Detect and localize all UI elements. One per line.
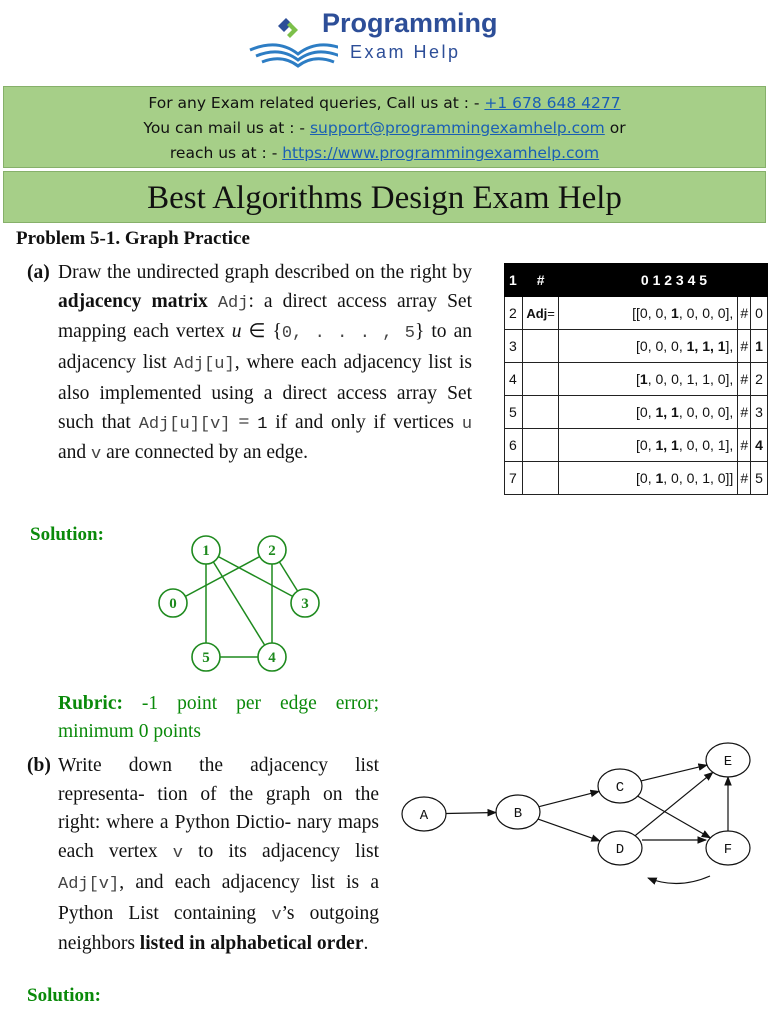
part-a-label: (a): [27, 262, 50, 283]
row-label: Adj=: [523, 297, 559, 330]
rubric: [58, 690, 379, 746]
hash-cell: #: [738, 429, 751, 462]
text: Draw the undirected graph described on the right by: [58, 262, 472, 283]
text: 0, 0, 0,: [639, 338, 687, 354]
text: [: [636, 338, 640, 354]
solution-label-a: Solution:: [30, 524, 104, 545]
text: 0, 0,: [639, 305, 672, 321]
part-b-text: [27, 752, 379, 959]
row-number: 6: [505, 429, 523, 462]
text: , where each adjacency list is also implemented using a direct access array Set such that: [58, 352, 472, 433]
code: v: [91, 445, 102, 465]
contact-line-phone: [4, 91, 765, 116]
edge-1-3: [206, 550, 305, 603]
node-label: 5: [202, 650, 210, 666]
text-bold: 1, 1: [655, 437, 679, 453]
table-row: [505, 363, 768, 396]
code: Adj: [217, 293, 249, 313]
directed-graph: [392, 740, 754, 900]
text: .: [363, 933, 369, 955]
text: [[: [632, 305, 640, 321]
table-header-row: [505, 264, 768, 297]
row-number: 5: [505, 396, 523, 429]
text: , and each adjacency list is a Python List containing: [58, 871, 379, 924]
row-values: [558, 330, 737, 363]
text-bold: 1: [671, 305, 679, 321]
text: to its adjacency list: [182, 841, 379, 863]
index-cell: 3: [751, 396, 768, 429]
row-values: [558, 297, 737, 330]
logo-subtitle: Exam Help: [350, 42, 461, 62]
node-label: E: [723, 754, 733, 770]
hash-cell: #: [738, 330, 751, 363]
row-number: 4: [505, 363, 523, 396]
adjacency-matrix-table: [504, 263, 768, 495]
code: 1: [257, 414, 268, 434]
index-cell: 5: [751, 462, 768, 495]
row-values: [558, 429, 737, 462]
text: , 0, 0, 1],: [678, 437, 734, 453]
edge-B-D: [538, 819, 600, 841]
text: and: [58, 442, 92, 464]
text-bold: listed in alphabetical order: [139, 933, 364, 955]
row-number: 3: [505, 330, 523, 363]
text: [208, 291, 218, 312]
contact-band: [3, 86, 766, 168]
page-title: Best Algorithms Design Exam Help: [3, 171, 766, 223]
text: [: [636, 404, 640, 420]
header-cell: 1: [505, 264, 523, 297]
row-values: [558, 462, 737, 495]
website-link[interactable]: https://www.programmingexamhelp.com: [282, 144, 600, 162]
table-row: [505, 396, 768, 429]
edge-C-E: [641, 765, 707, 781]
text: ’s outgoing neighbors: [58, 902, 379, 955]
index-cell: 4: [751, 429, 768, 462]
code: Adj[v]: [58, 874, 120, 894]
code: v: [271, 905, 282, 925]
text: , 0, 0, 1, 0]]: [663, 470, 734, 486]
edge-B-C: [539, 791, 599, 806]
text: if and only if vertices: [267, 411, 462, 433]
edge-F-D: [648, 876, 710, 884]
email-suffix: or: [604, 119, 626, 137]
hash-cell: #: [738, 396, 751, 429]
row-number: 2: [505, 297, 523, 330]
part-b-label: (b): [27, 755, 51, 776]
edge-A-B: [446, 812, 496, 813]
header-cell: 0 1 2 3 4 5: [558, 264, 737, 297]
text-bold: 1, 1: [655, 404, 679, 420]
code: u: [461, 414, 473, 434]
text: : a direct access array Set mapping each vertex: [58, 290, 472, 343]
text-bold: 1, 1, 1: [686, 338, 726, 354]
email-link[interactable]: support@programmingexamhelp.com: [309, 119, 605, 137]
node-label: 2: [268, 543, 276, 559]
code: v: [172, 844, 183, 864]
email-prefix: You can mail us at : -: [143, 119, 310, 137]
header-cell: [738, 264, 751, 297]
text: ],: [725, 338, 734, 354]
problem-heading: Problem 5-1. Graph Practice: [16, 228, 250, 249]
code: Adj[u][v]: [138, 414, 231, 434]
text: are connected by an edge.: [101, 442, 309, 464]
text: 0,: [639, 470, 656, 486]
url-prefix: reach us at : -: [169, 144, 283, 162]
text: Write down the adjacency list representa- tion of the graph on the right: where a Python Dictio- nary maps each vertex: [58, 755, 379, 863]
code: 0, . . . , 5: [281, 324, 416, 344]
text: } to an adjacency list: [58, 321, 472, 374]
text: [: [636, 371, 640, 387]
edge-C-F: [638, 796, 711, 838]
phone-prefix: For any Exam related queries, Call us at : -: [148, 94, 485, 112]
table-row: [505, 330, 768, 363]
row-values: [558, 396, 737, 429]
text-bold: adjacency matrix: [58, 290, 208, 312]
text: , 0, 0, 0],: [678, 305, 734, 321]
edge-D-E: [635, 772, 713, 835]
index-cell: 2: [751, 363, 768, 396]
table-row: [505, 297, 768, 330]
code: Adj[u]: [173, 355, 235, 375]
row-label: [523, 363, 559, 396]
text: =: [230, 411, 258, 433]
contact-line-email: [4, 116, 765, 141]
contact-line-url: [4, 141, 765, 166]
phone-link[interactable]: +1 678 648 4277: [484, 94, 621, 112]
node-label: A: [419, 808, 429, 824]
header-cell: #: [523, 264, 559, 297]
node-label: D: [615, 842, 625, 858]
text: 0,: [639, 404, 656, 420]
hash-cell: #: [738, 363, 751, 396]
text: , 0, 0, 0],: [678, 404, 734, 420]
row-label: [523, 462, 559, 495]
text: [: [636, 470, 640, 486]
row-label: [523, 396, 559, 429]
text: , 0, 0, 1, 1, 0],: [647, 371, 734, 387]
node-label: 4: [268, 650, 276, 666]
text: 0,: [639, 437, 656, 453]
edge-1-4: [206, 550, 272, 657]
rubric-text: -1 point per edge error; minimum 0 points: [58, 693, 379, 742]
row-label: [523, 330, 559, 363]
index-cell: 1: [751, 330, 768, 363]
header-cell: [751, 264, 768, 297]
logo-title: Programming: [322, 8, 498, 38]
variable: u: [231, 321, 242, 343]
node-label: 3: [301, 596, 309, 612]
rubric-label: Rubric:: [58, 693, 123, 714]
text: ∈ {: [241, 321, 282, 343]
node-label: F: [723, 842, 733, 858]
table-row: [505, 462, 768, 495]
hash-cell: #: [738, 462, 751, 495]
text-bold: 1: [655, 470, 664, 486]
undirected-graph: [150, 528, 330, 678]
node-label: 0: [169, 596, 177, 612]
table-row: [505, 429, 768, 462]
index-cell: 0: [751, 297, 768, 330]
row-label: [523, 429, 559, 462]
part-a-text: [27, 259, 473, 470]
solution-label-b: Solution:: [27, 985, 101, 1006]
text: [: [636, 437, 640, 453]
row-number: 7: [505, 462, 523, 495]
node-label: B: [513, 806, 523, 822]
row-values: [558, 363, 737, 396]
node-label: 1: [202, 543, 210, 559]
hash-cell: #: [738, 297, 751, 330]
node-label: C: [615, 780, 625, 796]
text-bold: 1: [639, 371, 648, 387]
